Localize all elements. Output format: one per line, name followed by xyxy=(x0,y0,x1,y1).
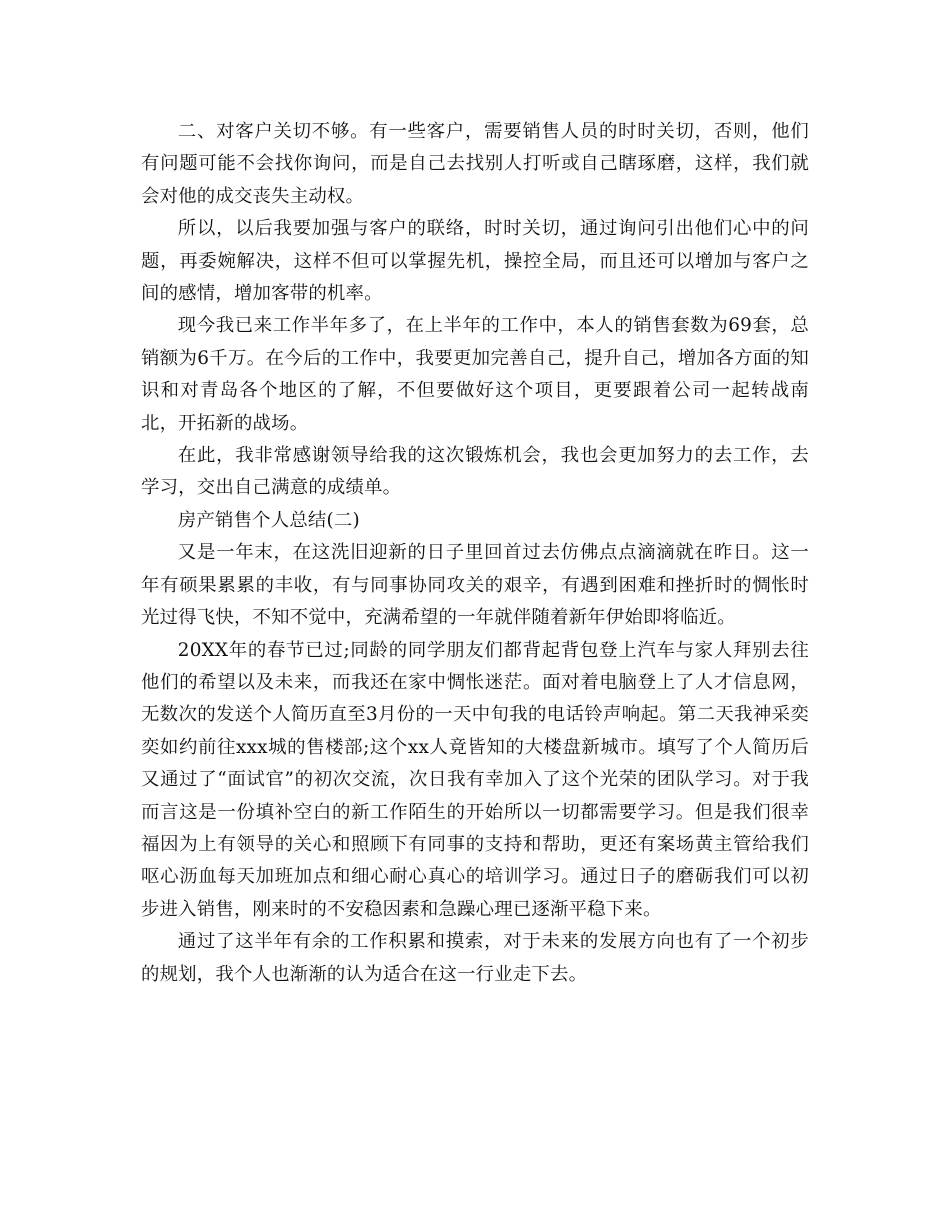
paragraph-future-plan: 通过了这半年有余的工作积累和摸索，对于未来的发展方向也有了一个初步的规划，我个人也渐渐的认为适合在这一行业走下去。 xyxy=(141,931,809,985)
paragraph-sales-results: 现今我已来工作半年多了，在上半年的工作中，本人的销售套数为69套，总销额为6千万。在今后的工作中，我要更加完善自己，提升自己，增加各方面的知识和对青岛各个地区的了解，不但要做好这个项目，更要跟着公司一起转战南北，开拓新的战场。 xyxy=(141,315,809,434)
document-body xyxy=(141,116,809,991)
paragraph-thanks: 在此，我非常感谢领导给我的这次锻炼机会，我也会更加努力的去工作，去学习，交出自己满意的成绩单。 xyxy=(141,445,809,499)
paragraph-job-start: 20XX年的春节已过;同龄的同学朋友们都背起背包登上汽车与家人拜别去往他们的希望以及未来，而我还在家中惆怅迷茫。面对着电脑登上了人才信息网，无数次的发送个人简历直至3月份的一天中旬我的电话铃声响起。第二天我神采奕奕如约前往xxx城的售楼部;这个xx人竟皆知的大楼盘新城市。填写了个人简历后又通过了“面试官”的初次交流，次日我有幸加入了这个光荣的团队学习。对于我而言这是一份填补空白的新工作陌生的开始所以一切都需要学习。但是我们很幸福因为上有领导的关心和照顾下有同事的支持和帮助，更还有案场黄主管给我们呕心沥血每天加班加点和细心耐心真心的培训学习。通过日子的磨砺我们可以初步进入销售，刚来时的不安稳因素和急躁心理已逐渐平稳下来。 xyxy=(141,639,809,920)
paragraph-year-end: 又是一年末，在这洗旧迎新的日子里回首过去仿佛点点滴滴就在昨日。这一年有硕果累累的丰收，有与同事协同攻关的艰辛，有遇到困难和挫折时的惆怅时光过得飞快，不知不觉中，充满希望的一年就伴随着新年伊始即将临近。 xyxy=(141,542,809,629)
paragraph-improvement-plan: 所以，以后我要加强与客户的联络，时时关切，通过询问引出他们心中的问题，再委婉解决，这样不但可以掌握先机，操控全局，而且还可以增加与客户之间的感情，增加客带的机率。 xyxy=(141,218,809,305)
section-title: 房产销售个人总结(二) xyxy=(177,509,360,531)
paragraph-customer-care: 二、对客户关切不够。有一些客户，需要销售人员的时时关切，否则，他们有问题可能不会找你询问，而是自己去找别人打听或自己瞎琢磨，这样，我们就会对他的成交丧失主动权。 xyxy=(141,121,809,207)
